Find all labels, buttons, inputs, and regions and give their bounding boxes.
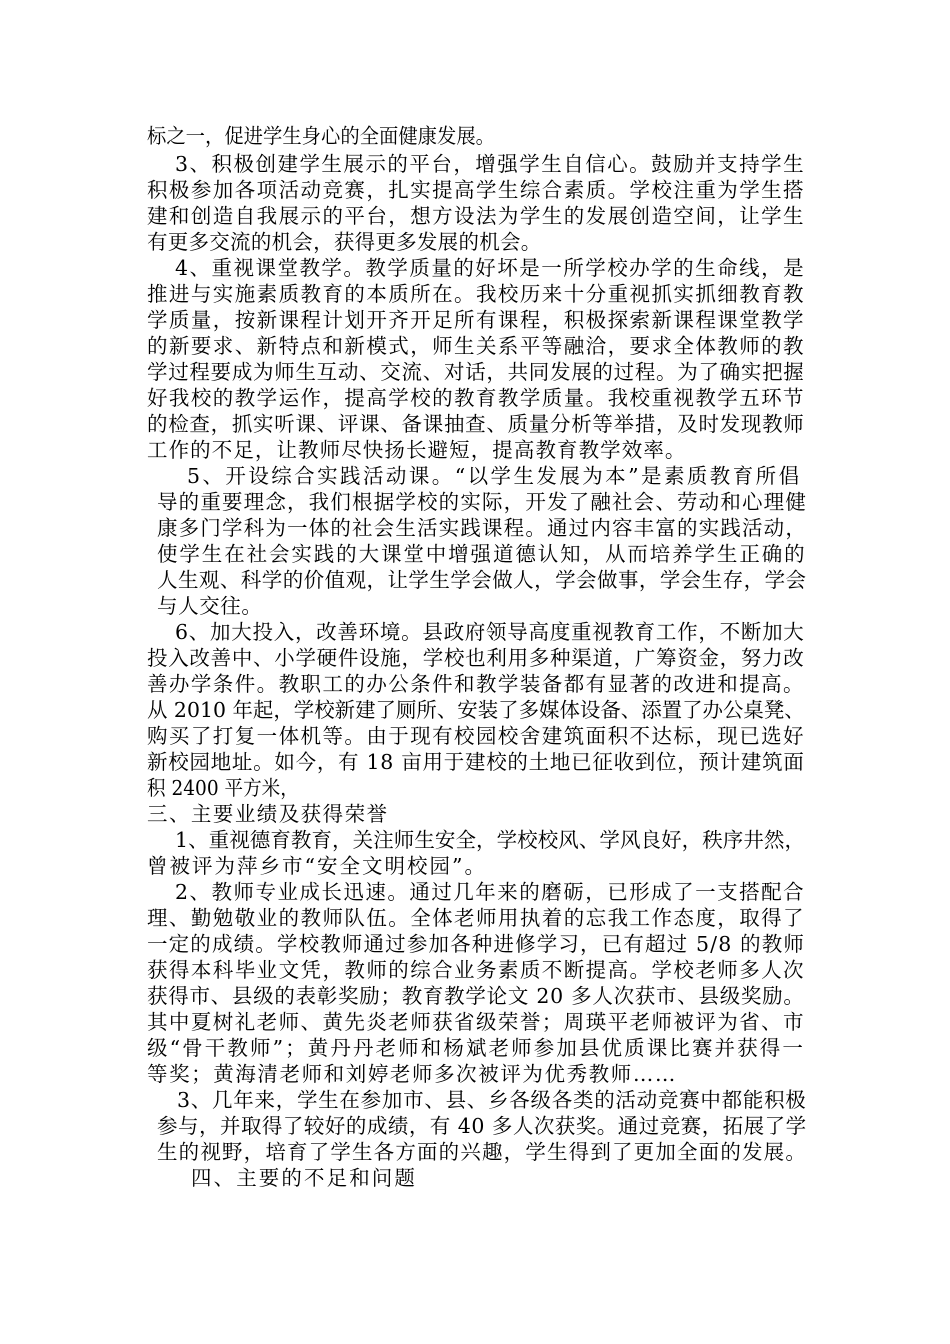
text-line: 2、教师专业成长迅速。通过几年来的磨砺，已形成了一支搭配合 — [175, 880, 806, 904]
text-line: 获得市、县级的表彰奖励；教育教学论文 20 多人次获市、县级奖励。 — [147, 984, 805, 1008]
text-line: 标之一，促进学生身心的全面健康发展。 — [147, 124, 496, 148]
text-line: 善办学条件。教职工的办公条件和教学装备都有显著的改进和提高。 — [147, 672, 805, 696]
text-line: 获得本科毕业文凭，教师的综合业务素质不断提高。学校老师多人次 — [147, 958, 805, 982]
text-line: 与人交往。 — [157, 594, 263, 618]
text-line: 从 2010 年起，学校新建了厕所、安装了多媒体设备、添置了办公桌凳、 — [147, 698, 805, 722]
text-line: 曾被评为萍乡市“安全文明校园”。 — [147, 854, 487, 878]
text-line: 理、勤勉敬业的教师队伍。全体老师用执着的忘我工作态度，取得了 — [147, 906, 805, 930]
text-line: 工作的不足，让教师尽快扬长避短，提高教育教学效率。 — [147, 438, 687, 462]
text-line: 1、重视德育教育，关注师生安全，学校校风、学风良好，秩序井然， — [175, 828, 806, 852]
text-line: 等奖；黄海清老师和刘婷老师多次被评为优秀教师…… — [147, 1062, 677, 1086]
text-line: 积极参加各项活动竞赛，扎实提高学生综合素质。学校注重为学生搭 — [147, 178, 805, 202]
text-line: 的新要求、新特点和新模式，师生关系平等融洽，要求全体教师的教 — [147, 334, 805, 358]
text-line: 6、加大投入，改善环境。县政府领导高度重视教育工作，不断加大 — [175, 620, 805, 644]
text-line: 好我校的教学运作，提高学校的教育教学质量。我校重视教学五环节 — [147, 386, 805, 410]
text-line: 投入改善中、小学硬件设施，学校也利用多种渠道，广筹资金，努力改 — [147, 646, 805, 670]
text-line: 3、几年来，学生在参加市、县、乡各级各类的活动竞赛中都能积极 — [177, 1088, 807, 1112]
text-line: 使学生在社会实践的大课堂中增强道德认知，从而培养学生正确的 — [157, 542, 807, 566]
text-line: 积 2400 平方米， — [147, 776, 299, 800]
text-line: 建和创造自我展示的平台，想方设法为学生的发展创造空间，让学生 — [147, 204, 805, 228]
text-line: 一定的成绩。学校教师通过参加各种进修学习，已有超过 5/8 的教师 — [147, 932, 806, 956]
text-line: 有更多交流的机会，获得更多发展的机会。 — [147, 230, 542, 254]
text-line: 5、开设综合实践活动课。“以学生发展为本”是素质教育所倡 — [187, 464, 802, 488]
text-line: 其中夏树礼老师、黄先炎老师获省级荣誉；周瑛平老师被评为省、市 — [147, 1010, 805, 1034]
text-line: 学过程要成为师生互动、交流、对话，共同发展的过程。为了确实把握 — [147, 360, 805, 384]
text-line: 人生观、科学的价值观，让学生学会做人，学会做事，学会生存，学会 — [157, 568, 807, 592]
text-line: 学质量，按新课程计划开齐开足所有课程，积极探索新课程课堂教学 — [147, 308, 805, 332]
text-line: 级“骨干教师”；黄丹丹老师和杨斌老师参加县优质课比赛并获得一 — [147, 1036, 805, 1060]
text-line: 导的重要理念，我们根据学校的实际，开发了融社会、劳动和心理健 — [157, 490, 808, 514]
text-line: 购买了打复一体机等。由于现有校园校舍建筑面积不达标，现已选好 — [147, 724, 805, 748]
text-line: 参与，并取得了较好的成绩，有 40 多人次获奖。通过竞赛，拓展了学 — [157, 1114, 807, 1138]
text-line: 3、积极创建学生展示的平台，增强学生自信心。鼓励并支持学生 — [175, 152, 806, 176]
section-heading: 四、主要的不足和问题 — [191, 1166, 417, 1190]
text-line: 推进与实施素质教育的本质所在。我校历来十分重视抓实抓细教育教 — [147, 282, 805, 306]
text-line: 生的视野，培育了学生各方面的兴趣，学生得到了更加全面的发展。 — [157, 1140, 808, 1164]
text-line: 的检查，抓实听课、评课、备课抽查、质量分析等举措，及时发现教师 — [147, 412, 805, 436]
text-line: 4、重视课堂教学。教学质量的好坏是一所学校办学的生命线，是 — [175, 256, 806, 280]
text-line: 康多门学科为一体的社会生活实践课程。通过内容丰富的实践活动， — [157, 516, 808, 540]
section-heading: 三、主要业绩及获得荣誉 — [147, 802, 389, 826]
text-line: 新校园地址。如今，有 18 亩用于建校的土地已征收到位，预计建筑面 — [147, 750, 805, 774]
